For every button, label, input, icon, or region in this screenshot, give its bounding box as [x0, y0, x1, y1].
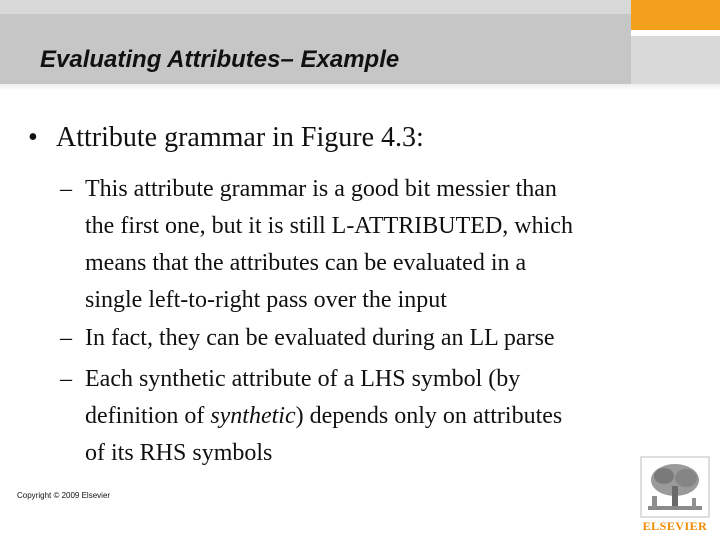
copyright-notice: Copyright © 2009 Elsevier [17, 491, 111, 500]
italic-term: synthetic [210, 403, 296, 429]
line-segment: definition of [85, 403, 211, 429]
sub-bullet-line: single left-to-right pass over the input [85, 287, 447, 313]
sub-bullet-line [85, 361, 665, 398]
elsevier-logo [640, 456, 710, 536]
sub-bullet-line: means that the attributes can be evaluated in a [85, 250, 527, 276]
sub-bullet-line: In fact, they can be evaluated during an LL parse [85, 325, 555, 351]
elsevier-tree-icon [640, 456, 710, 518]
accent-gray-block [631, 36, 720, 84]
sub-bullet-marker: – [60, 325, 72, 351]
sub-bullet-line [85, 435, 665, 472]
sub-bullet-line [85, 398, 665, 435]
sub-bullet-line: This attribute grammar is a good bit messier than [85, 176, 557, 202]
sub-bullet-line: the first one, but it is still L-ATTRIBUTED, which [85, 213, 573, 239]
sub-bullet-marker: – [60, 176, 72, 202]
line-segment: ) depends only on attributes [295, 403, 563, 429]
accent-orange-block [631, 0, 720, 30]
sub-bullet-marker: – [60, 366, 72, 392]
logo-wordmark: ELSEVIER [642, 519, 708, 533]
bullet-marker: • [28, 122, 38, 153]
title-bar-shadow [0, 84, 720, 90]
line-segment: of its RHS symbols [85, 440, 273, 466]
title-bar-highlight [0, 0, 631, 14]
slide-title: Evaluating Attributes– Example [40, 46, 400, 73]
bullet-text: Attribute grammar in Figure 4.3: [56, 122, 424, 153]
line-segment: Each synthetic attribute of a LHS symbol (by [85, 366, 521, 392]
